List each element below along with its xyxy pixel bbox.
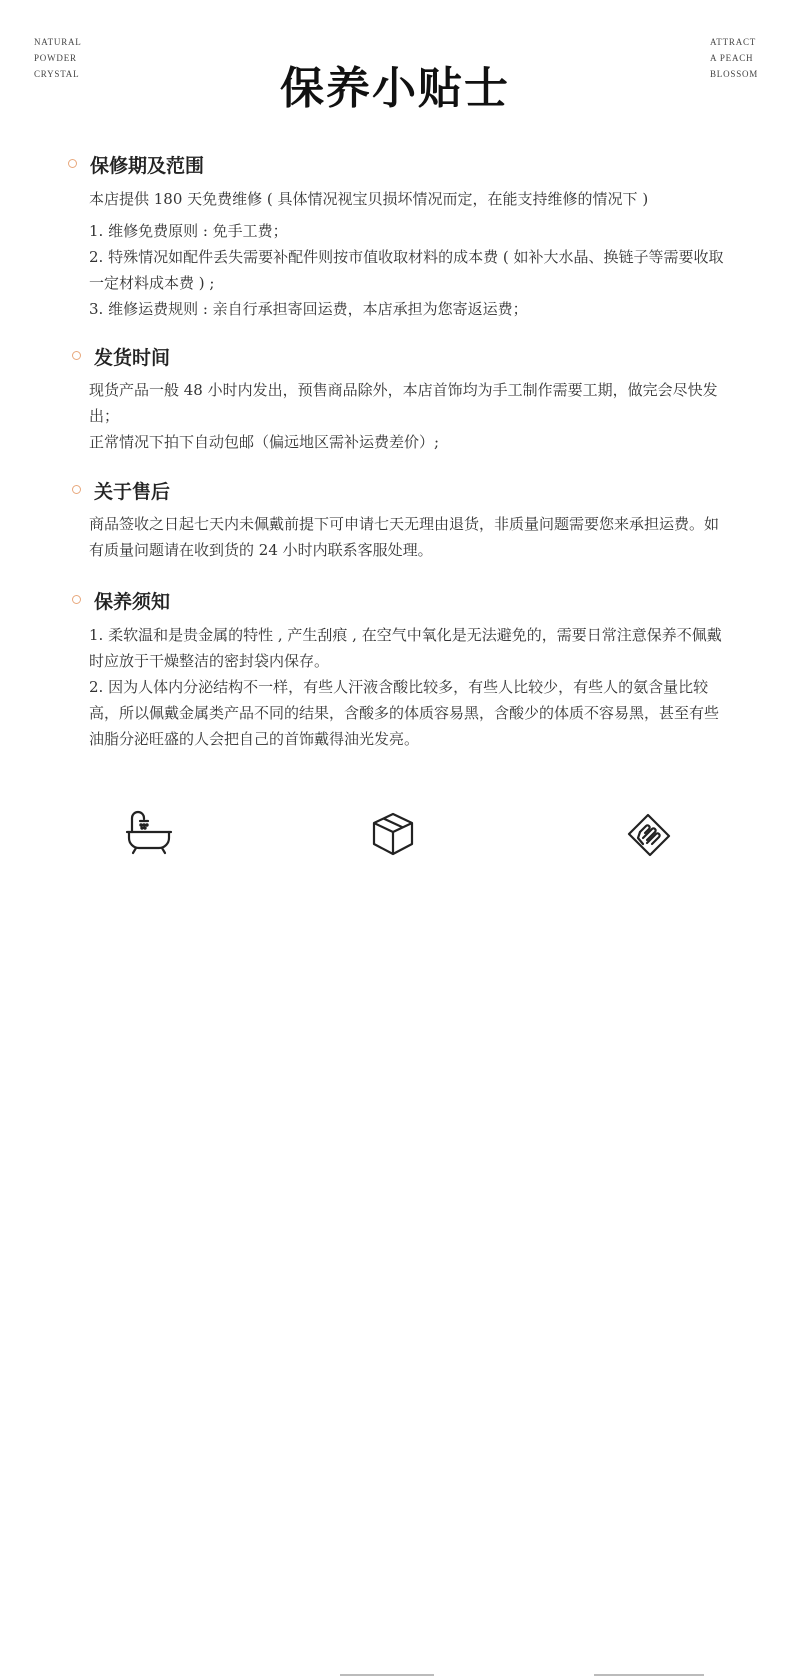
bullet-circle-icon: [72, 595, 81, 604]
section-paragraph: 2. 因为人体内分泌结构不一样，有些人汗液含酸比较多，有些人比较少，有些人的氨含量比较高，所以佩戴金属类产品不同的结果，含酸多的体质容易黑，含酸少的体质不容易黑，甚至有些油脂分泌旺盛的人会把自己的首饰戴得油光发亮。: [89, 678, 720, 748]
bathtub-icon: [124, 808, 174, 858]
corner-line: NATURAL: [34, 37, 82, 47]
corner-line: A PEACH: [710, 53, 754, 63]
bullet-circle-icon: [72, 351, 81, 360]
section-title: 关于售后: [94, 481, 171, 503]
corner-line: ATTRACT: [710, 37, 757, 47]
section-title: 保修期及范围: [90, 155, 205, 177]
section-paragraph: 3. 维修运费规则 : 亲自行承担寄回运费，本店承担为您寄返运费；: [89, 300, 528, 318]
bullet-circle-icon: [72, 485, 81, 494]
section-paragraph: 正常情况下拍下自动包邮（偏远地区需补运费差价）;: [89, 433, 440, 451]
section-paragraph: 现货产品一般 48 小时内发出，预售商品除外，本店首饰均为手工制作需要工期，做完会尽快发出；: [89, 381, 718, 425]
section-paragraph: 商品签收之日起七天内未佩戴前提下可申请七天无理由退货，非质量问题需要您来承担运费。如有质量问题请在收到货的 24 小时内联系客服处理。: [89, 515, 720, 559]
section-paragraph: 2. 特殊情况如配件丢失需要补配件则按市值收取材料的成本费 ( 如补大水晶、换链子等需要收取一定材料成本费 ) ;: [89, 248, 724, 292]
section-paragraph: 本店提供 180 天免费维修 ( 具体情况视宝贝损坏情况而定，在能支持维修的情况下 ): [89, 190, 649, 208]
icon-row: [0, 808, 790, 875]
package-box-icon: [368, 808, 418, 858]
corner-line: POWDER: [34, 53, 77, 63]
section-warranty: [68, 151, 728, 322]
section-paragraph: 1. 维修免费原则 : 免手工费；: [89, 222, 288, 240]
bullet-circle-icon: [68, 159, 77, 168]
section-care: [72, 587, 732, 752]
corner-line: CRYSTAL: [34, 69, 80, 79]
section-shipping: [72, 343, 732, 455]
corner-line: BLOSSOM: [710, 69, 759, 79]
section-paragraph: 1. 柔软温和是贵金属的特性 , 产生刮痕 , 在空气中氧化是无法避免的，需要日常注意保养不佩戴时应放于干燥整洁的密封袋内保存。: [89, 626, 722, 670]
section-title: 保养须知: [94, 591, 171, 613]
hand-wipe-icon: [624, 808, 674, 858]
section-after-sales: [72, 477, 732, 563]
section-title: 发货时间: [94, 347, 171, 369]
page-title: 保养小贴士: [280, 63, 510, 114]
